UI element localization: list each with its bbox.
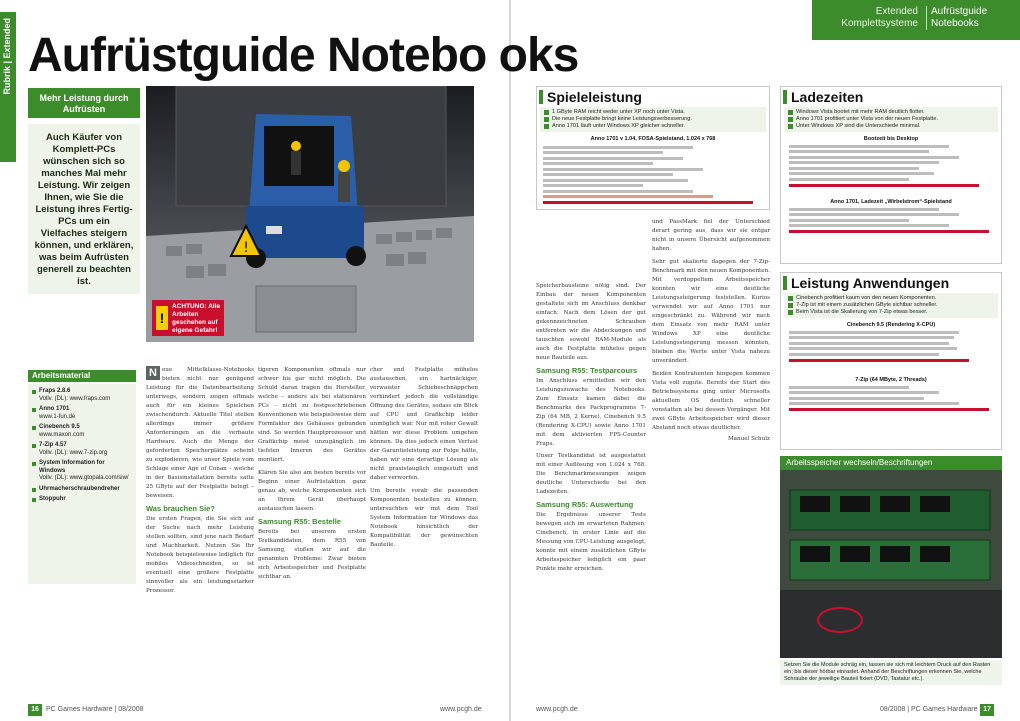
headline: Aufrüstguide Notebo oks (28, 29, 579, 82)
chart-leistung-anwendungen (780, 272, 1002, 450)
bar-highlight (789, 408, 989, 411)
chart-section-title: Anno 1701, Ladezeit „Wirbelstrom“-Spielstand (830, 199, 952, 205)
bar (543, 173, 673, 176)
material-item: Anno 1701 www.1-fun.de (32, 406, 132, 421)
page-gutter (509, 0, 511, 721)
bar (789, 156, 959, 159)
bar (543, 146, 693, 149)
photo2-head: Arbeitsspeicher wechseln/Beschriftungen (780, 456, 1002, 470)
chart-bullet: 1 GByte RAM reicht weder unter XP noch unter Vista. (540, 109, 766, 116)
bar (543, 168, 703, 171)
chart-subtitle: Anno 1701 v 1.04, FOSA-Spielstand, 1.024 x 768 (590, 136, 716, 142)
intro-text: Auch Käufer von Komplett-PCs wünschen sich so manches Mal mehr Leistung. Wir zeigen Ihnen, wie Sie die Leistung ihres Fertig-PCs um ein Vielfaches steigern können, und erklären, was beim Aufrüsten generell zu beachten ist. (28, 124, 140, 294)
bar (543, 151, 663, 154)
text-column-1 (146, 366, 254, 696)
chart-ladezeiten (780, 86, 1002, 264)
author: Manuel Schulz (727, 436, 770, 442)
ram-module-photo (780, 470, 1002, 658)
col2-text3: Bereits bei unserem ersten Testkandidaten, dem R55 von Samsung, stoßen wir auf die genannten Probleme: Zwar bieten sich Arbeitsspeicher und Festplatte sichtbar an. (258, 529, 366, 580)
material-item: Fraps 2.8.6 Vollv. (DL): www.fraps.com (32, 388, 132, 403)
bar-group-boot (781, 143, 1001, 195)
dropcap: N (146, 366, 160, 380)
intro-head: Mehr Leistung durch Aufrüsten (28, 88, 140, 118)
material-head: Arbeitsmaterial (28, 370, 136, 382)
material-item: Cinebench 9.5 www.maxon.com (32, 424, 132, 439)
bar (789, 167, 919, 170)
chart-bullet: Anno 1701 läuft unter Windows XP gleicher schneller. (540, 123, 766, 130)
footer-url-left: www.pcgh.de (440, 706, 482, 713)
ram-module-illustration (780, 470, 1002, 658)
material-item: 7-Zip 4.57 Vollv. (DL): www.7-zip.org (32, 442, 132, 457)
bar (789, 161, 939, 164)
photo2-caption: Setzen Sie die Module schräg ein, lassen sie sich mit leichtem Druck auf den Rasten ein; bis dieser hörbar einrastet. Anhand der Beschriftungen erkennen Sie, welche Schraube der jeweilige Bauteil fixiert (DVD, Tastatur etc.). (780, 660, 1002, 685)
col5-text: und PassMark fiel der Unterschied derart gering aus, dass wir sie entgar nicht in unsere Übersicht aufgenommen haben. (652, 219, 770, 252)
bar-group-cinebench (781, 329, 1001, 373)
chart-title: Ladezeiten (781, 87, 1001, 107)
text-column-2 (258, 366, 366, 696)
bar (789, 391, 939, 394)
bar (789, 336, 954, 339)
material-item: Stoppuhr (32, 496, 132, 504)
chart-bullet: Beim Vista ist die Skalierung von 7-Zip etwas besser. (784, 309, 998, 316)
bar (789, 402, 959, 405)
text-column-5 (652, 218, 770, 696)
bar-highlight (789, 184, 979, 187)
bar (789, 342, 949, 345)
bar-group-7zip (781, 384, 1001, 424)
chart-title: Leistung Anwendungen (781, 273, 1001, 293)
col2-subhead: Samsung R55: Bestelle (258, 517, 341, 526)
section-banner (812, 0, 1020, 40)
bar (543, 162, 653, 165)
material-item: Uhrmacherschraubendreher (32, 486, 132, 494)
bar-group-anno (781, 206, 1001, 246)
bar (789, 145, 949, 148)
chart-section-title: Cinebench 9.5 (Rendering X-CPU) (846, 322, 936, 328)
col1-subhead: Was brauchen Sie? (146, 504, 215, 513)
bar (789, 208, 939, 211)
col5-text3: Beiden Kontrahenten hingegen kommen Vista voll zugute. Bereits der Start des Betriebssystems ging unter Microsofts aktuellem OS deutlich schneller vonstatten als bei dessen Vorgänger. Mit zwei GByte Arbeitsspeicher wird dieser Abstand noch etwas deutlicher. (652, 371, 770, 431)
footer-mag-left: PC Games Hardware | 08/2008 (46, 706, 144, 713)
text-column-4 (536, 282, 646, 696)
chart-section-title: 7-Zip (64 MByte, 2 Threads) (855, 377, 927, 383)
chart-bullet: Unter Windows XP sind die Unterschiede minimal. (784, 123, 998, 130)
col4-text3: Unser Testkandidat ist ausgestattet mit einer Auflösung von 1.024 x 768. Die Benchmarkmessungen zeigen deutliche Unterschiede bei den Ladezeiten. (536, 453, 646, 495)
page-number-left: 16 (28, 704, 42, 716)
footer-mag-right: 08/2008 | PC Games Hardware (880, 706, 978, 713)
col4-subhead: Samsung R55: Testparcours (536, 366, 638, 375)
bar (789, 213, 959, 216)
material-list (28, 384, 136, 584)
rubrik-tab (0, 12, 16, 162)
bar (789, 397, 924, 400)
col2-text2: Klären Sie also am besten bereits vor Beginn einer Aufrüstaktion ganz genau ab, welche Komponenten sich an Ihrem Gerät überhaupt austauschen lassen. (258, 470, 366, 512)
bar (789, 347, 957, 350)
chart-bullets (540, 107, 766, 132)
chart-bullets (784, 293, 998, 318)
material-item: System Information for Windows Vollv. (DL): www.gtopala.com/siw/ (32, 460, 132, 483)
bar (543, 190, 693, 193)
bar (789, 172, 934, 175)
col4-text4: Die Ergebnisse unserer Tests bewegen sich im erwarteten Rahmen: Cinebench, in erster Linie auf die Messung von CPU-Leistung ausgelegt, konnte mit einem zusätzlichen GByte Arbeitsspeicher lediglich ein paar Punkte mehr erreichen. (536, 512, 646, 572)
col3-text: cher und Festplatte mühelos austauschen, ein hartnäckiger, verwaister Schiebeschnäppchen verhindert jedoch die vollständige Öffnung des Gerätes, sodass ein Blick auf CPU und Grafikchip leider unmöglich war. Nur mit roher Gewalt hätten wir diese Problem umgehen können. Da dies jedoch einen Verlust der Garantieleistung zur Folge hätte, haben wir eine derartige Lösung als nicht praxistauglich eingestuft und daher verworfen. (370, 367, 478, 481)
col5-text2: Sehr gut skalierte dagegen der 7-Zip-Benchmark mit den neuen Komponenten. Mit verdoppeltem Arbeitsspeicher konnten wir eine deutliche Leistungssteigerung feststellen. Kurios verwendet wir auf Anno 1701 nur eingeschränkt zu. Während wir nach dem Einsatz von mehr RAM unter Windows XP eine deutliche Leistungssteigerung messen konnten, blieben die Werte unter Vista nahezu unverändert. (652, 259, 770, 364)
chart-spieleleistung (536, 86, 770, 210)
chart-title: Spieleleistung (537, 87, 769, 107)
col4-text: Speicherbausteine nötig sind. Der Einbau der neuen Komponenten gestaltete sich im Anschluss denkbar einfach: Nach dem Lösen der gut gekennzeichneten Schrauben entfernten wir die Abdeckungen und tauschten sowohl RAM-Module als auch die Festplatte mühelos gegen neue Bauteile aus. (536, 283, 646, 361)
page-number-right: 17 (980, 704, 994, 716)
bar (543, 184, 643, 187)
bar-highlight (789, 359, 969, 362)
rubrik-label: Rubrik | Extended (2, 18, 12, 95)
bar (789, 331, 959, 334)
bar (789, 178, 909, 181)
warning-label (152, 300, 224, 336)
chart-bullet: 7-Zip ist mit einem zusätzlichen GByte sichtbar schneller. (784, 302, 998, 309)
col4-subhead2: Samsung R55: Auswertung (536, 500, 634, 509)
chart-bullet: Die neue Festplatte bringt keine Leistungsverbesserung. (540, 116, 766, 123)
banner-topic: Aufrüstguide Notebooks (926, 6, 1016, 30)
bar (543, 179, 688, 182)
col2-text: tigeren Komponenten oftmals nur schwer bis gar nicht möglich. Die Schuld daran tragen die Hersteller, welche – anders als bei stationären PCs – nicht zu festgeschriebenen Konventionen wie beispielsweise dem Formfaktor des Gehäuses gebunden sind. So werden Hauptprozessor und Grafikchip meist unzugänglich im tiefsten Inneren des Gerätes montiert. (258, 367, 366, 463)
chart-bullets (784, 107, 998, 132)
bar-highlight (543, 195, 713, 198)
col4-text2: Im Anschluss ermittelten wir den Leistungszuwachs des Notebooks. Zum Einsatz kamen dabei die Benchmarks des Packprogramms 7-Zip (64 MB, 2 Kerne), Cinebench 9.5 (Rendering X-CPU) sowie Anno 1701 mit dem aktivierten FPS-Counter Fraps. (536, 378, 646, 447)
bar-group-spiele (537, 143, 769, 213)
svg-text:!: ! (243, 240, 249, 256)
col1-text: Die ersten Fragen, die Sie sich auf der Suche nach mehr Leistung stellen sollten, sind jene nach Bedarf und Machbarkeit. Nutzen Sie Ihr Notebook beispielsweise lediglich für mobiles Videoschneiden, so ist eventuell eine größere Festplatte sinnvoller als ein leistungsstarker Prozessor. (146, 516, 254, 594)
bar (789, 386, 909, 389)
text-column-3 (370, 366, 478, 696)
bar-highlight (789, 230, 989, 233)
banner-section: Extended Komplettsysteme (841, 6, 918, 29)
chart-bullet: Windows Vista bootet mit mehr RAM deutlich flotter. (784, 109, 998, 116)
chart-section-title: Bootzeit bis Desktop (863, 136, 919, 142)
col1-intro: eue Mittelklasse-Notebooks bieten nicht nur genügend Leistung für die Datenbearbeitung unterwegs, sondern zeigen oftmals auch für ein kleines Spielchen zwischendurch. Aktuelle Titel stellen allerdings immer größere Anforderungen an die verbaute Hardware. Auch die Menge der geforderten Speicherplätze scheint zu explodieren, wie unser Spiele vom Schlage einer Age of Conan – welche in der Basisinstallation bereits satte 25 GByte auf der Festplatte belegt – beweisen. (146, 367, 254, 499)
chart-bullet: Cinebench profitiert kaum von den neuen Komponenten. (784, 295, 998, 302)
bar (789, 353, 939, 356)
exclamation-icon: ! (156, 306, 168, 330)
col3-text2: Um bereits vorab die passenden Komponenten bestellen zu können, untersuchten wir mit dem Tool System Information for Windows das Notebook hinsichtlich der Kompatibilität der gewünschten Bauteile. (370, 488, 478, 548)
bar (789, 150, 929, 153)
footer-url-right: www.pcgh.de (536, 706, 578, 713)
bar-highlight (543, 201, 753, 204)
bar (543, 157, 683, 160)
bar (789, 224, 949, 227)
bar (789, 219, 909, 222)
chart-bullet: Anno 1701 profitiert unter Vista von der neuen Festplatte. (784, 116, 998, 123)
warning-text: ACHTUNG: Alle Arbeiten geschehen auf eigene Gefahr! (172, 303, 221, 334)
